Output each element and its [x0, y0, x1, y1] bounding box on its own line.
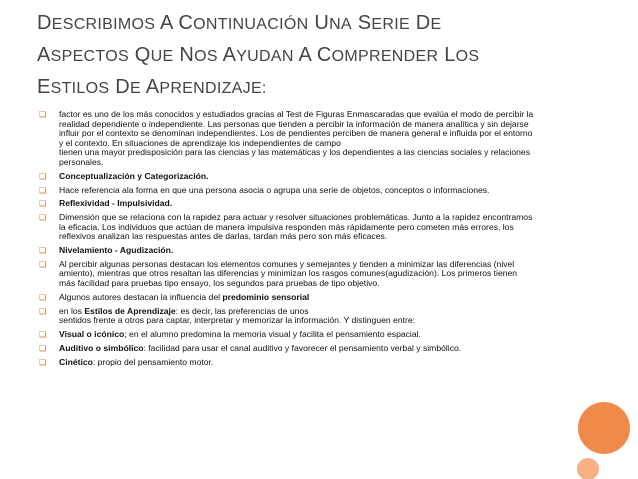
item-text: la eficacia. Los individuos que actúan de manera impulsiva responden más rápidamente pero cometen más errores, los	[59, 221, 514, 232]
item-heading: Reflexividad - Impulsividad.	[59, 198, 173, 209]
item-heading: Cinético	[59, 356, 93, 367]
item-text: : facilidad para usar el canal auditivo y favorecer el pensamiento verbal y simbólico.	[143, 342, 462, 353]
item-text: realidad dependiente o independiente. Las personas que tienden a percibir la información de manera analítica y sin dejarse	[59, 118, 529, 129]
title-line-2: ASPECTOS QUE NOS AYUDAN A COMPRENDER LOS	[37, 44, 480, 66]
item-text: sentidos frente a otros para captar, interpretar y memorizar la información. Y distinguen entre:	[59, 315, 416, 326]
list-item	[37, 172, 607, 182]
bullet-icon: ❏	[39, 199, 47, 209]
bullet-icon: ❏	[39, 343, 47, 353]
bullet-icon: ❏	[39, 110, 47, 119]
bullet-icon: ❏	[39, 185, 47, 195]
list-item	[37, 307, 607, 326]
title-line-1: DESCRIBIMOS A CONTINUACIÓN UNA SERIE DE	[37, 12, 442, 34]
small-circle	[577, 458, 599, 479]
bullet-icon: ❏	[39, 246, 47, 256]
item-heading: Auditivo o simbólico	[59, 342, 144, 353]
bullet-icon: ❏	[39, 213, 47, 223]
bullet-icon: ❏	[39, 357, 47, 367]
list-item	[37, 344, 607, 354]
bullet-icon: ❏	[39, 292, 47, 302]
large-circle	[578, 402, 630, 454]
item-text: : es decir, las preferencias de unos	[175, 305, 309, 316]
item-emphasis: Estilos de Aprendizaje	[84, 305, 176, 316]
list-item	[37, 186, 607, 196]
list-item	[37, 199, 607, 209]
bullet-icon: ❏	[39, 259, 47, 269]
item-text: y el contexto. En situaciones de aprendizaje los independientes de campo	[59, 137, 341, 148]
list-item	[37, 260, 607, 289]
list-item	[37, 330, 607, 340]
item-emphasis: predominio sensorial	[222, 291, 310, 302]
item-text: reflexivos analizan las respuestas antes de darlas, tardan más pero son más eficaces.	[59, 231, 388, 242]
item-heading: Visual o icónico	[59, 328, 125, 339]
item-text: influir por el contexto se denominan independientes. Los de pendientes perciben de manera general e influida por el entorno	[59, 128, 533, 139]
item-text: Algunos autores destacan la influencia del	[59, 291, 223, 302]
item-text: : propio del pensamiento motor.	[92, 356, 214, 367]
slide-title	[37, 8, 557, 104]
bullet-list	[37, 110, 607, 371]
item-text: amiento), mientras que otros resaltan las diferencias y minimizan los rasgos comunes(agudización). Los primeros tienen	[59, 268, 518, 279]
item-text: Dimensión que se relaciona con la rapidez para actuar y resolver situaciones problemáticas. Junto a la rapidez encontramos	[59, 212, 533, 223]
list-item	[37, 110, 607, 168]
item-heading: Nivelamiento - Agudización.	[59, 245, 174, 256]
title-line-3: ESTILOS DE APRENDIZAJE:	[37, 76, 267, 98]
item-text: tienen una mayor predisposición para las ciencias y las matemáticas y los dependientes a las ciencias sociales y relaciones	[59, 147, 530, 158]
list-item	[37, 293, 607, 303]
decorative-circles	[560, 385, 638, 479]
item-heading: Conceptualización y Categorización.	[59, 170, 209, 181]
bullet-icon: ❏	[39, 171, 47, 181]
item-text: Hace referencia ala forma en que una persona asocia o agrupa una serie de objetos, conceptos o informaciones.	[59, 184, 490, 195]
item-text: en los	[59, 305, 85, 316]
item-text: factor es uno de los más conocidos y estudiados gracias al Test de Figuras Enmascaradas que evalúa el modo de percibir la	[59, 109, 534, 119]
bullet-icon: ❏	[39, 329, 47, 339]
item-text: más facilidad para pruebas tipo ensayo, los segundos para pruebas de tipo objetivo.	[59, 278, 380, 289]
bullet-icon: ❏	[39, 306, 47, 316]
list-item	[37, 358, 607, 368]
list-item	[37, 246, 607, 256]
item-text: ; en el alumno predomina la memoria visual y facilita el pensamiento espacial.	[124, 328, 421, 339]
list-item	[37, 213, 607, 242]
item-text: personales.	[59, 156, 104, 167]
item-text: Al percibir algunas personas destacan los elementos comunes y semejantes y tienden a minimizar las diferencias (nivel	[59, 258, 515, 269]
